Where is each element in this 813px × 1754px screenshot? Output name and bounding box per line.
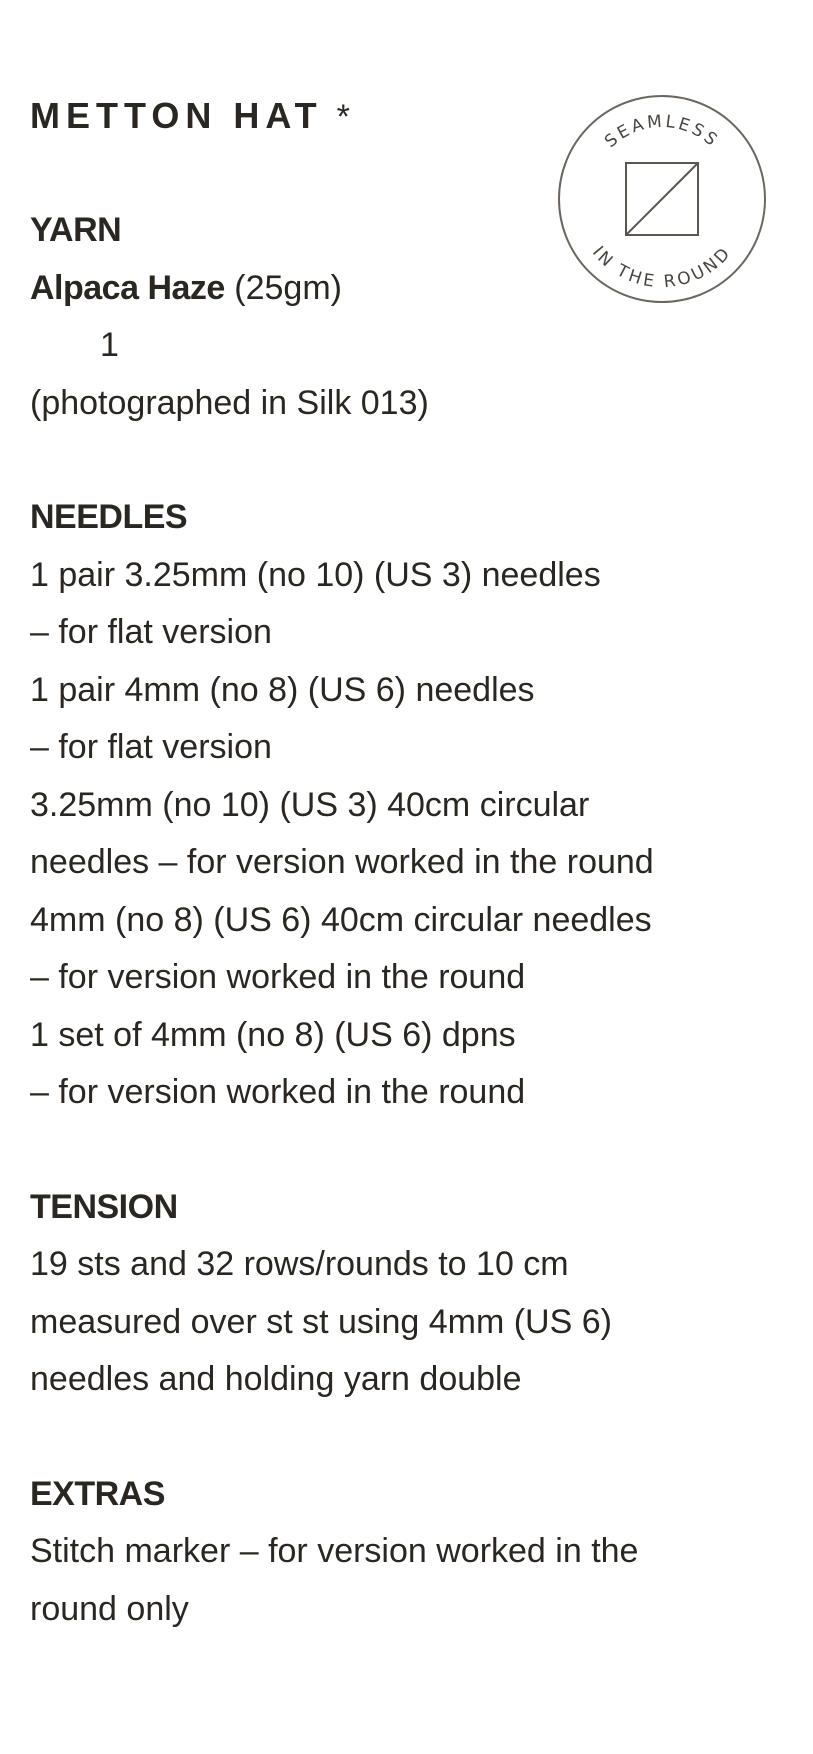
needles-line: 1 pair 4mm (no 8) (US 6) needles: [30, 670, 535, 709]
extras-heading: EXTRAS: [30, 1474, 165, 1513]
needles-line: – for version worked in the round: [30, 1073, 526, 1111]
yarn-name-line: [30, 260, 790, 318]
yarn-heading: YARN: [30, 211, 122, 249]
tension-line: measured over st st using 4mm (US 6): [30, 1302, 612, 1341]
needles-line: 1 set of 4mm (no 8) (US 6) dpns: [30, 1015, 516, 1054]
needles-line: 4mm (no 8) (US 6) 40cm circular needles: [30, 900, 652, 939]
badge-top-text: SEAMLESS: [601, 111, 723, 152]
title-asterisk: *: [336, 98, 350, 136]
tension-section: [30, 1179, 790, 1409]
extras-line: Stitch marker – for version worked in the: [30, 1532, 639, 1570]
pattern-details: [30, 202, 790, 1695]
needles-line: 3.25mm (no 10) (US 3) 40cm circular: [30, 785, 590, 824]
page-title: [30, 92, 350, 141]
needles-line: – for flat version: [30, 728, 272, 766]
yarn-section: [30, 202, 790, 432]
needles-line: – for flat version: [30, 613, 272, 651]
yarn-name: Alpaca Haze: [30, 268, 225, 307]
tension-line: needles and holding yarn double: [30, 1360, 522, 1398]
yarn-weight: (25gm): [234, 268, 342, 307]
needles-line: 1 pair 3.25mm (no 10) (US 3) needles: [30, 555, 601, 594]
title-text: METTON HAT: [30, 95, 323, 136]
tension-line: 19 sts and 32 rows/rounds to 10 cm: [30, 1245, 569, 1283]
yarn-quantity: 1: [100, 326, 119, 364]
yarn-note: (photographed in Silk 013): [30, 383, 429, 422]
needles-heading: NEEDLES: [30, 498, 188, 536]
needles-line: needles – for version worked in the round: [30, 843, 654, 881]
extras-line: round only: [30, 1589, 189, 1628]
needles-section: [30, 489, 790, 1122]
badge-bottom-text: IN THE ROUND: [587, 242, 737, 293]
extras-section: [30, 1466, 790, 1639]
tension-heading: TENSION: [30, 1187, 178, 1226]
needles-line: – for version worked in the round: [30, 958, 526, 996]
